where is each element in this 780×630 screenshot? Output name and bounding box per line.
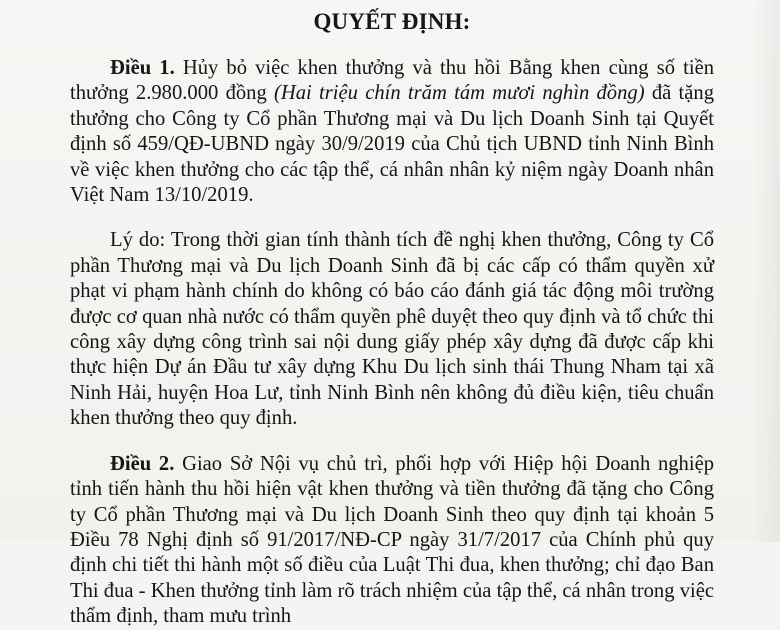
decision-heading: QUYẾT ĐỊNH:: [313, 9, 471, 34]
page-edge-shadow: [752, 0, 780, 542]
article-1-amount-in-words: (Hai triệu chín trăm tám mươi nghìn đồng): [274, 82, 645, 105]
article-2-paragraph: [70, 452, 714, 630]
reason-paragraph: [70, 228, 714, 431]
reason-text: Lý do: Trong thời gian tính thành tích đề nghị khen thưởng, Công ty Cổ phần Thương mại và Du lịch Doanh Sinh đã bị các cấp có thẩm quyền xử phạt vi phạm hành chính do không có báo cáo đánh giá tác động môi trường được cơ quan nhà nước có thẩm quyền phê duyệt theo quy định và tổ chức thi công xây dựng công trình sai nội dung giấy phép xây dựng đã được cấp khi thực hiện Dự án Đầu tư xây dựng Khu Du lịch sinh thái Thung Nham tại xã Ninh Hải, huyện Hoa Lư, tỉnh Ninh Bình nên không đủ điều kiện, tiêu chuẩn khen thưởng theo quy định.: [70, 229, 714, 430]
article-1-paragraph: [70, 56, 714, 208]
article-1-text-part-1: Hủy bỏ việc khen thưởng và thu hồi Bằng khen cùng số tiền thưởng 2.980.000 đồng: [70, 57, 715, 105]
article-1-label: Điều 1.: [110, 57, 175, 79]
article-2-label: Điều 2.: [110, 452, 175, 475]
article-1-text-part-2: đã tặng thưởng cho Công ty Cổ phần Thương mại và Du lịch Doanh Sinh tại Quyết định số 459/QĐ-UBND ngày 30/9/2019 của Chủ tịch UBND tỉnh Ninh Bình về việc khen thưởng cho các tập thể, cá nhân nhân kỷ niệm ngày Doanh nhân Việt Nam 13/10/2019.: [70, 82, 714, 207]
article-2-text: Giao Sở Nội vụ chủ trì, phối hợp với Hiệp hội Doanh nghiệp tỉnh tiến hành thu hồi hiện vật khen thưởng và tiền thưởng đã tặng cho Công ty Cổ phần Thương mại và Du lịch Doanh Sinh theo quy định tại khoản 5 Điều 78 Nghị định số 91/2017/NĐ-CP ngày 31/7/2017 của Chính phủ quy định chi tiết thi hành một số điều của Luật Thi đua, khen thưởng; chỉ đạo Ban Thi đua - Khen thưởng tỉnh làm rõ trách nhiệm của tập thể, cá nhân trong việc thẩm định, tham mưu trình: [70, 452, 715, 628]
